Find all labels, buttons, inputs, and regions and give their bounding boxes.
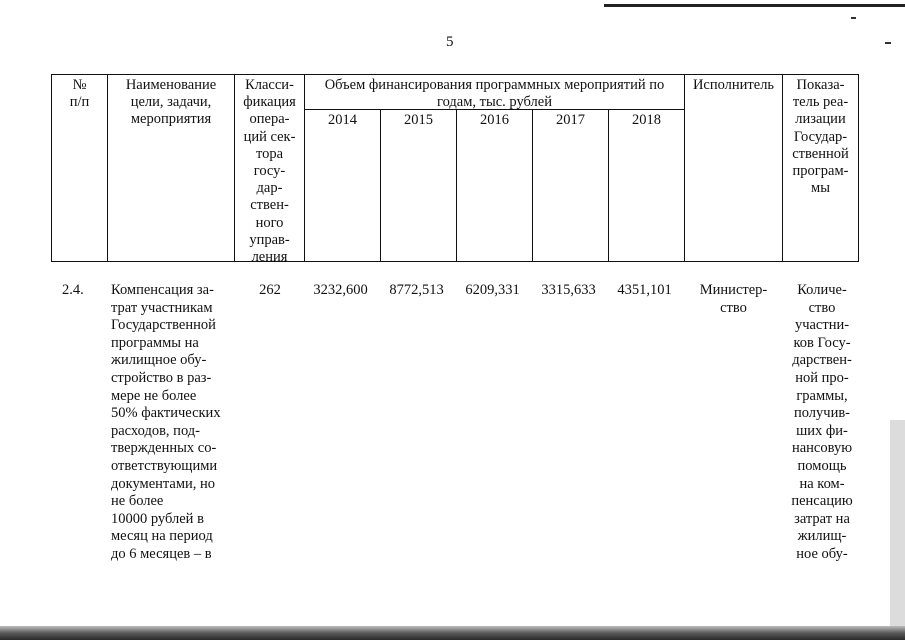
col-border	[608, 109, 609, 262]
col-border	[858, 74, 859, 262]
header-num: № п/п	[69, 77, 90, 111]
col-border	[456, 109, 457, 262]
header-year-2018: 2018	[632, 112, 661, 128]
header-year-2015: 2015	[404, 112, 433, 128]
header-year-2014: 2014	[328, 112, 357, 128]
row-name: Компенсация за- трат участникам Государственной программы на жилищное обу- стройство в раз- мере не более 50% фактических расходов, под- твержденных со- ответствующими документами, но не более 10000 рублей в месяц на период до 6 месяцев – в	[111, 282, 221, 562]
header-executor: Исполнитель	[692, 77, 775, 93]
row-indicator: Количе- ство участни- ков Госу- дарствен- ной про- граммы, получив- ших фи- нансовую помощь на ком- пенсацию затрат на жилищ- ное обу-	[791, 282, 853, 562]
row-executor: Министер- ство	[699, 282, 768, 316]
col-border	[532, 109, 533, 262]
row-value-2014: 3232,600	[313, 282, 368, 298]
header-year-2016: 2016	[480, 112, 509, 128]
row-value-2018: 4351,101	[617, 282, 672, 298]
header-indicator: Показа- тель реа- лизации Государ- ственной програм- мы	[792, 77, 849, 197]
header-classification: Класси- фикация опера- ций сек- тора госу- дар- ствен- ного управ- ления	[243, 77, 296, 266]
header-border-bottom	[51, 261, 859, 262]
scan-speck	[851, 17, 856, 19]
row-number: 2.4.	[62, 282, 84, 298]
row-value-2015: 8772,513	[389, 282, 444, 298]
col-border	[380, 109, 381, 262]
scan-edge-right	[890, 420, 905, 640]
col-border	[684, 74, 685, 262]
row-value-2017: 3315,633	[541, 282, 596, 298]
header-border-top	[51, 74, 859, 75]
header-funding: Объем финансирования программных мероприятий по годам, тыс. рублей	[324, 77, 665, 111]
header-year-2017: 2017	[556, 112, 585, 128]
row-value-2016: 6209,331	[465, 282, 520, 298]
scan-edge-bottom	[0, 626, 905, 640]
header-name: Наименование цели, задачи, мероприятия	[125, 77, 217, 128]
page-number: 5	[446, 34, 454, 50]
table-header	[51, 74, 859, 266]
scan-speck	[885, 42, 891, 44]
scan-edge-top	[604, 4, 905, 7]
row-classification: 262	[259, 282, 281, 298]
